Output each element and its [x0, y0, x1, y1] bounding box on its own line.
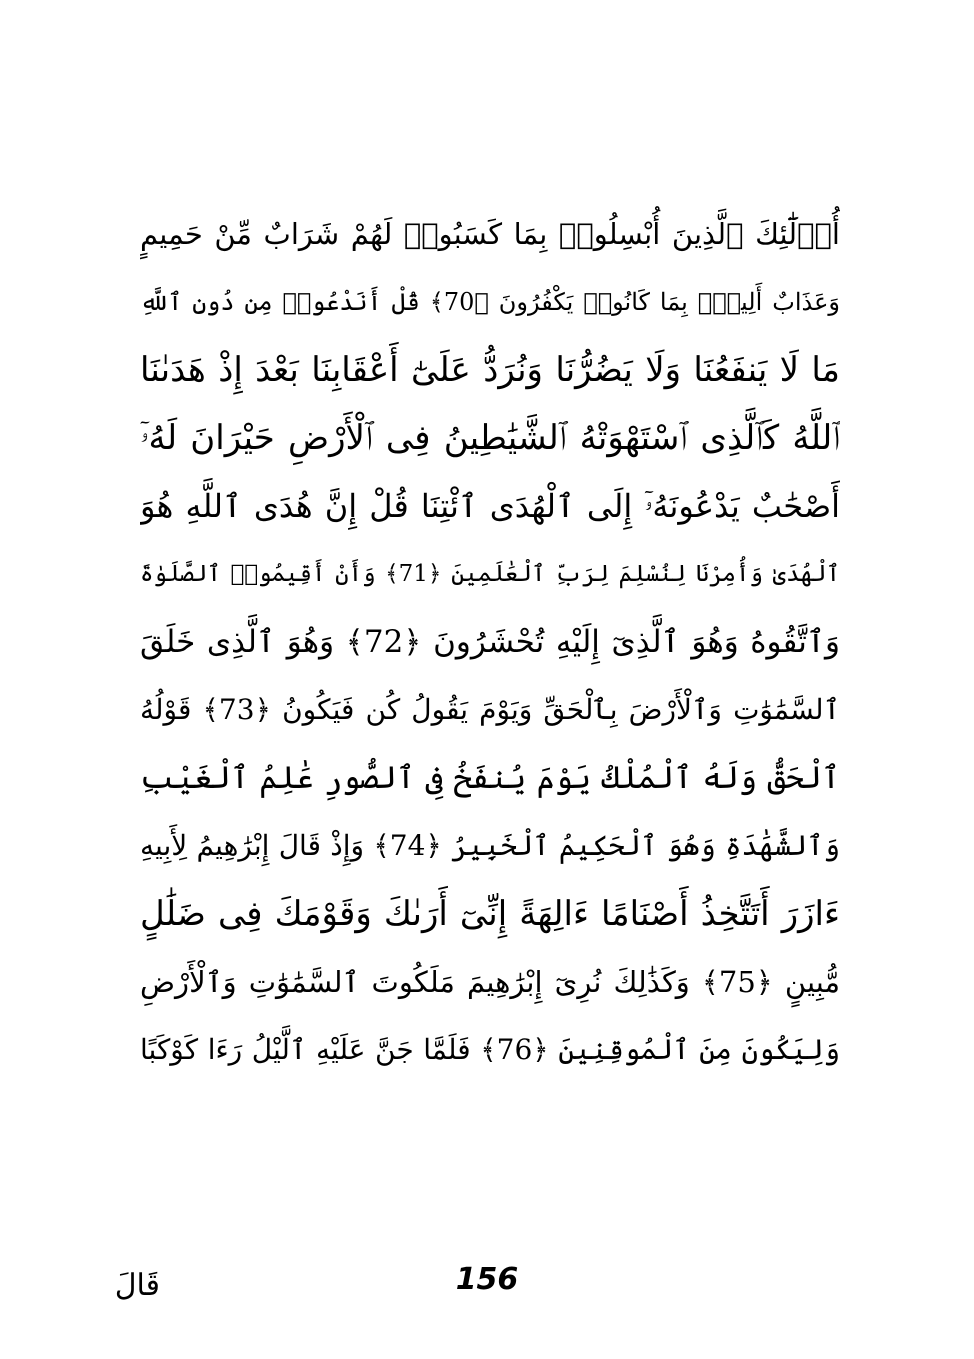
page-number: 156	[455, 1262, 519, 1297]
text-line-1: أُو۟لَٰٓئِكَ ٱلَّذِينَ أُبْسِلُوا۟ بِمَا كَسَبُوا۟ لَهُمْ شَرَابٌ مِّنْ حَمِيمٍ	[140, 217, 840, 251]
text-line-4: ٱللَّهُ كَٱلَّذِى ٱسْتَهْوَتْهُ ٱلشَّيَٰطِينُ فِى ٱلْأَرْضِ حَيْرَانَ لَهُۥٓ	[140, 418, 840, 458]
text-line-10: وَٱلشَّهَٰدَةِ وَهُوَ ٱلْحَكِيمُ ٱلْخَبِيرُ ﴿74﴾ وَإِذْ قَالَ إِبْرَٰهِيمُ لِأَبِيهِ	[140, 829, 840, 862]
text-line-7: وَٱتَّقُوهُ وَهُوَ ٱلَّذِىٓ إِلَيْهِ تُحْشَرُونَ ﴿72﴾ وَهُوَ ٱلَّذِى خَلَقَ	[140, 624, 840, 660]
text-line-8: ٱلسَّمَٰوَٰتِ وَٱلْأَرْضَ بِٱلْحَقِّ وَيَوْمَ يَقُولُ كُن فَيَكُونُ ﴿73﴾ قَوْلُهُ	[140, 693, 840, 726]
text-line-11: ءَازَرَ أَتَتَّخِذُ أَصْنَامًا ءَالِهَةً إِنِّىٓ أَرَىٰكَ وَقَوْمَكَ فِى ضَلَٰلٍ	[140, 894, 840, 934]
text-line-5: أَصْحَٰبٌ يَدْعُونَهُۥٓ إِلَى ٱلْهُدَى ٱئْتِنَا قُلْ إِنَّ هُدَى ٱللَّهِ هُوَ	[140, 487, 840, 525]
catchword: قَالَ	[114, 1268, 160, 1303]
quran-text-block	[140, 200, 840, 1084]
text-line-6: ٱلْهُدَىٰ وَأُمِرْنَا لِنُسْلِمَ لِرَبِّ ٱلْعَٰلَمِينَ ﴿71﴾ وَأَنْ أَقِيمُوا۟ ٱلصَّلَوٰةَ	[140, 561, 840, 587]
text-line-12: مُّبِينٍ ﴿75﴾ وَكَذَٰلِكَ نُرِىٓ إِبْرَٰهِيمَ مَلَكُوتَ ٱلسَّمَٰوَٰتِ وَٱلْأَرْضِ	[140, 965, 840, 999]
text-line-13: وَلِيَكُونَ مِنَ ٱلْمُوقِنِينَ ﴿76﴾ فَلَمَّا جَنَّ عَلَيْهِ ٱلَّيْلُ رَءَا كَوْكَبًا	[140, 1033, 840, 1066]
text-line-3: مَا لَا يَنفَعُنَا وَلَا يَضُرُّنَا وَنُرَدُّ عَلَىٰٓ أَعْقَابِنَا بَعْدَ إِذْ هَدَىٰنَا	[140, 350, 840, 390]
text-line-9: ٱلْحَقُّ وَلَهُ ٱلْمُلْكُ يَوْمَ يُنفَخُ فِى ٱلصُّورِ عَٰلِمُ ٱلْغَيْبِ	[140, 760, 840, 796]
text-line-2: وَعَذَابٌ أَلِيمٌۢ بِمَا كَانُوا۟ يَكْفُرُونَ ﴿70﴾ قُلْ أَنَدْعُوا۟ مِن دُونِ ٱللَّهِ	[140, 288, 840, 316]
